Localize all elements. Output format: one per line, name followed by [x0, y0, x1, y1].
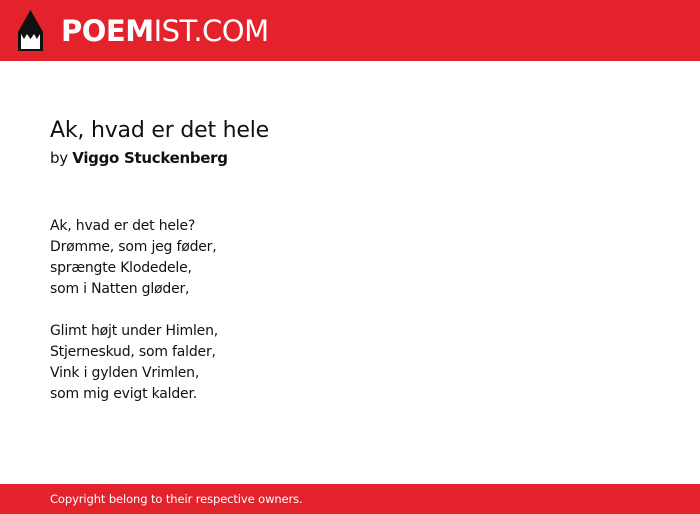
logo-bold-text: POEM: [61, 14, 154, 48]
site-header: [0, 0, 700, 61]
byline: [50, 147, 650, 169]
poem-line: som mig evigt kalder.: [50, 386, 197, 402]
site-logo[interactable]: [61, 13, 269, 49]
poem-title: Ak, hvad er det hele: [50, 118, 269, 143]
site-footer: [0, 484, 700, 514]
pencil-icon[interactable]: [18, 10, 43, 51]
poem-line: Vink i gylden Vrimlen,: [50, 365, 200, 381]
poem-body: [50, 216, 650, 405]
poem-line: sprængte Klodedele,: [50, 260, 192, 276]
stanza: [50, 216, 650, 300]
author-name: Viggo Stuckenberg: [72, 149, 228, 167]
by-label: by: [50, 149, 68, 167]
poem-content: [50, 116, 650, 426]
poem-line: Stjerneskud, som falder,: [50, 344, 216, 360]
copyright-text: Copyright belong to their respective owners.: [50, 492, 303, 506]
poem-line: Glimt højt under Himlen,: [50, 323, 219, 339]
poem-line: Ak, hvad er det hele?: [50, 218, 196, 234]
poem-line: Drømme, som jeg føder,: [50, 239, 217, 255]
logo-light-text: IST.COM: [153, 14, 269, 48]
stanza: [50, 321, 650, 405]
poem-line: som i Natten gløder,: [50, 281, 190, 297]
